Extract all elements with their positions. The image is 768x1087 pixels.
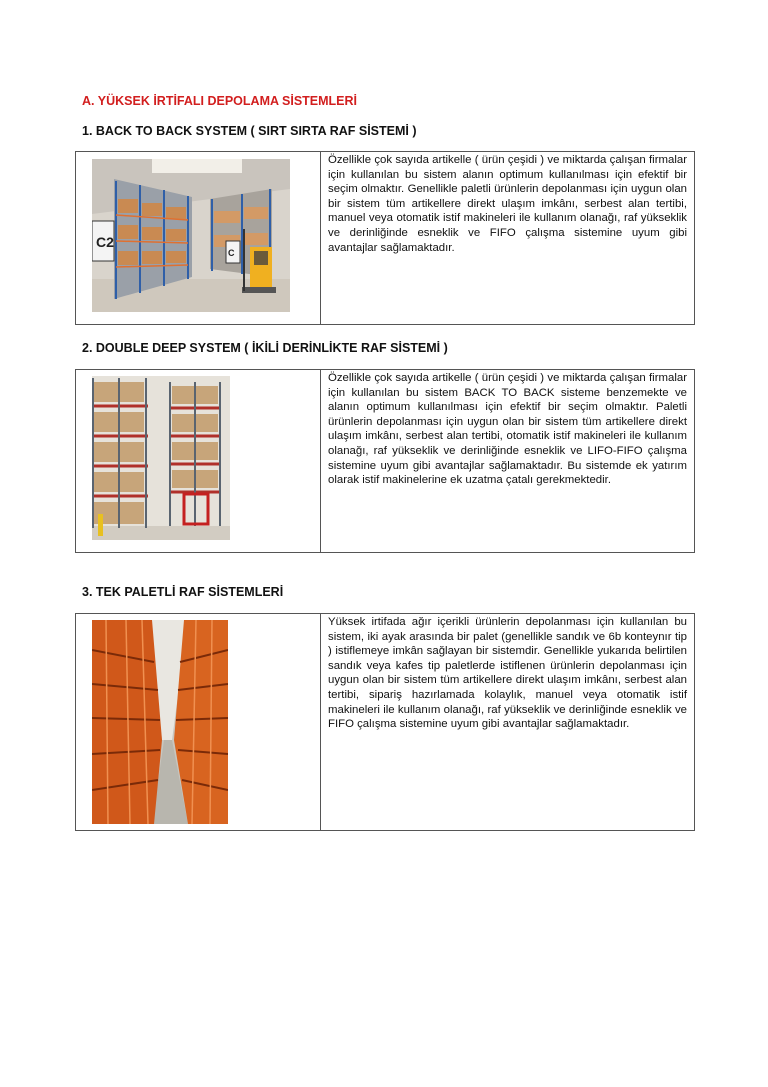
section-title: A. YÜKSEK İRTİFALI DEPOLAMA SİSTEMLERİ bbox=[82, 94, 358, 108]
warehouse-racking-photo-icon bbox=[92, 159, 290, 312]
system-3-description: Yüksek irtifada ağır içerikli ürünlerin depolanması için kullanılan bu sistem, iki ayak arasında bir palet (genellikle sandık ve 6b konteynır tip ) istiflemeye imkân sağlayan bir sistemdir. Genellikle yukarıda belirtilen sandık veya kafes tip paletlerde istiflenen ürünlerin depolanması için uygun olan bir sistem tüm artikellere direkt ulaşım imkânı, serbest alan tertibi, sipariş hazırlamada kolaylık, manuel veya otomatik istif makineleri ile kullanım olanağı, raf yükseklik ve derinliğinde esneklik ve FIFO çalışma sistemine uyum gibi avantajlar sağlamaktadır. bbox=[328, 616, 687, 731]
system-1-heading: 1. BACK TO BACK SYSTEM ( SIRT SIRTA RAF SİSTEMİ ) bbox=[82, 124, 417, 138]
system-1-image-cell bbox=[76, 152, 321, 324]
system-3-heading: 3. TEK PALETLİ RAF SİSTEMLERİ bbox=[82, 585, 284, 599]
single-pallet-racking-photo-icon bbox=[92, 620, 228, 824]
system-3-image-cell bbox=[76, 614, 321, 830]
double-deep-racking-photo-icon bbox=[92, 376, 230, 540]
system-1-description: Özellikle çok sayıda artikelle ( ürün çeşidi ) ve miktarda çalışan firmalar için kullanılan bu sistem alanın optimum kullanılması için efektif bir seçim olmaktır. Genellikle paletli ürünlerin depolanması için uygun olan bir sistem tüm artikellere direkt ulaşım imkânı, serbest alan tertibi, manuel veya otomatik istif makineleri ile kullanım olanağı, raf yükseklik ve derinliğinde esneklik ve FIFO çalışma sistemine uyum gibi avantajlar sağlamaktadır. bbox=[328, 154, 687, 254]
system-2-heading: 2. DOUBLE DEEP SYSTEM ( İKİLİ DERİNLİKTE RAF SİSTEMİ ) bbox=[82, 341, 448, 355]
system-2-description: Özellikle çok sayıda artikelle ( ürün çeşidi ) ve miktarda çalışan firmalar için kullanılan bu sistem BACK TO BACK sisteme benzemekte ve alanın optimum kullanılması için efektif bir seçim olmaktır. Paletli ürünlerin depolanması için uygun olan bir sistem tüm artikellere direkt ulaşım imkânı, serbest alan tertibi, otomatik istif makineleri ile kullanım olanağı, raf yükseklik ve derinliğinde esneklik ve LIFO-FIFO çalışma sistemine uyum gibi avantajlar sağlamaktadır. Bu sistemde ek yatırım olarak istif makinelerine ek uzatma çatalı gerekmektedir. bbox=[328, 372, 687, 487]
system-3-box bbox=[75, 613, 695, 831]
system-2-image-cell bbox=[76, 370, 321, 552]
system-1-box bbox=[75, 151, 695, 325]
svg-text:C: C bbox=[228, 248, 235, 258]
svg-text:C2: C2 bbox=[96, 234, 114, 250]
system-2-box bbox=[75, 369, 695, 553]
